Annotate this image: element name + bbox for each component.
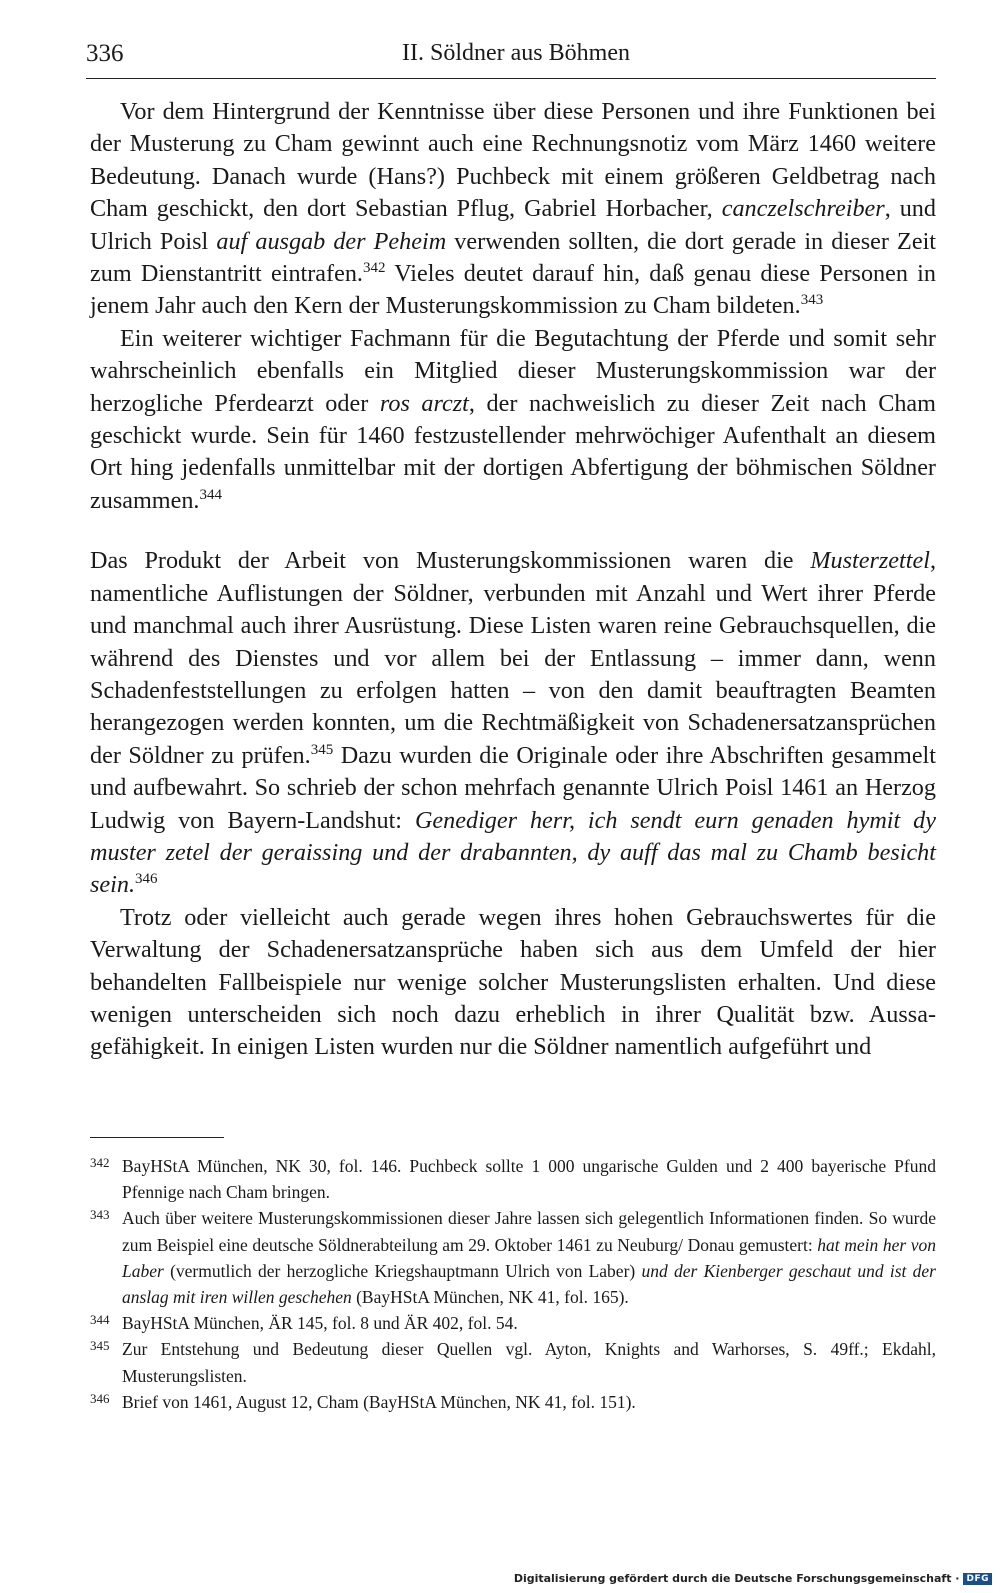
paragraph: Ein weiterer wichtiger Fachmann für die Begutachtung der Pferde und somit sehr wahrscheinlich ebenfalls ein Mitglied dieser Musterungskommission war der herzogliche Pferdearzt oder ros arczt, der nachweislich zu dieser Zeit nach Cham geschickt wurde. Sein für 1460 festzustellender mehrwöchiger Aufenthalt an diesem Ort hing jedenfalls unmittelbar mit der dortigen Abfertigung der böhmischen Söldner zusammen.$^{344}$ (90, 324, 936, 514)
italic-text: auf ausgab der Peheim (216, 227, 447, 255)
footnote-number: 344 (90, 1312, 110, 1328)
running-head: II. Söldner aus Böhmen (402, 40, 630, 66)
dfg-logo: DFG (963, 1573, 992, 1585)
footnote-number: 346 (90, 1390, 110, 1406)
footnote-reference: 342 (362, 259, 386, 276)
footnote-separator (90, 1137, 224, 1138)
footnote (90, 1310, 936, 1336)
italic-text: ros arczt (379, 389, 469, 417)
footnote-reference: 345 (310, 741, 334, 758)
footnote-number: 342 (90, 1155, 110, 1170)
footnote (90, 1389, 936, 1415)
italic-text: canczelschreiber (721, 195, 885, 223)
footnote-text: BayHStA München, ÄR 145, fol. 8 und ÄR 402, fol. 54. (122, 1313, 518, 1334)
footnote (90, 1336, 936, 1388)
footnote-reference: 344 (199, 486, 222, 503)
footnote-text: BayHStA München, NK 30, fol. 146. Puchbeck sollte 1 000 ungarische Gulden und 2 400 bayerische Pfund Pfennige nach Cham bringen. (122, 1156, 936, 1203)
paragraph: Das Produkt der Arbeit von Musterungskommissionen waren die Musterzettel, namentliche Auflistungen der Söldner, verbunden mit Anzahl und Wert ihrer Pferde und manchmal auch ihrer Ausrüstung. Diese Listen waren reine Gebrauchsquellen, die während des Dienstes und vor allem bei der Entlassung – immer dann, wenn Schadenfeststellungen zu erfolgen hatten – von den damit beauftragten Beamten herangezogen werden konnten, um die Rechtmäßigkeit von Schadenersatzansprüchen der Söldner zu prüfen.$^{345}$ Dazu wurden die Originale oder ihre Abschriften gesammelt und aufbewahrt. So schrieb der schon mehrfach genannte Ulrich Poisl 1461 an Herzog Ludwig von Bayern-Landshut: Genediger herr, ich sendt eurn genaden hymit dy muster zetel der geraissing und der drabannten, dy auff das mal zu Chamb besicht sein.$^{346}$ (90, 547, 936, 899)
footnote (90, 1153, 936, 1205)
footnote-text: Zur Entstehung und Bedeutung dieser Quellen vgl. Ayton, Knights and Warhorses, S. 49ff.; Ekdahl, Musterungslisten. (122, 1339, 936, 1386)
italic-text: Genediger herr, ich sendt eurn genaden hymit dy muster zetel der geraissing und der drabannten, dy auff das mal zu Chamb besicht sein. (90, 806, 936, 899)
paragraph: Trotz oder vielleicht auch gerade wegen ihres hohen Gebrauchswertes für die Verwaltung der Schadenersatzansprüche haben sich aus dem Umfeld der hier behandelten Fallbeispiele nur wenige solcher Musterungslisten erhalten. Und diese wenigen unterscheiden sich noch dazu erheblich in ihrer Qualität bzw. Aussagefähigkeit. In einigen Listen wurden nur die Söldner namentlich aufgeführt und (90, 903, 936, 1061)
footnote-reference: 346 (135, 871, 158, 888)
footnote-number: 343 (90, 1207, 110, 1223)
footnote-text: Brief von 1461, August 12, Cham (BayHStA München, NK 41, fol. 151). (122, 1391, 636, 1412)
paragraph: Vor dem Hintergrund der Kenntnisse über diese Personen und ihre Funktionen bei der Musterung zu Cham gewinnt auch eine Rechnungsnotiz vom März 1460 weitere Bedeutung. Danach wurde (Hans?) Puchbeck mit einem größeren Geldbetrag nach Cham geschickt, den dort Sebastian Pflug, Gabriel Horbacher, canczelschreiber, und Ulrich Poisl auf ausgab der Peheim verwenden sollten, die dort gerade in dieser Zeit zum Dienstantritt eintrafen.$^{342}$ Vieles deutet darauf hin, daß genau diese Personen in jenem Jahr auch den Kern der Musterungskommission zu Cham bildeten.$^{343}$ (90, 98, 937, 320)
footnote-number: 345 (90, 1338, 110, 1354)
italic-text: und der Kienberger geschaut und ist der anslag mit iren willen geschehen (122, 1260, 936, 1308)
italic-text: Musterzettel (810, 547, 930, 575)
funding-notice: Digitalisierung gefördert durch die Deutsche Forschungsgemeinschaft · (513, 1572, 960, 1585)
footnote-text: Auch über weitere Musterungskommissionen dieser Jahre lassen sich gelegentlich Informationen finden. So wurde zum Beispiel eine deutsche Söldnerabteilung am 29. Oktober 1461 zu Neuburg/ Donau gemustert: hat mein her von Laber (vermutlich der herzogliche Kriegshauptmann Ulrich von Laber) und der Kienberger geschaut und ist der anslag mit iren willen geschehen (BayHStA München, NK 41, fol. 165). (122, 1208, 936, 1308)
italic-text: hat mein her von Laber (122, 1234, 936, 1281)
footnote-reference: 343 (800, 292, 824, 309)
footnote (90, 1205, 936, 1310)
digitization-notice (514, 1572, 992, 1585)
footnotes (90, 1153, 936, 1415)
main-text (90, 96, 936, 1064)
running-header (86, 40, 936, 79)
page-number: 336 (86, 40, 124, 67)
